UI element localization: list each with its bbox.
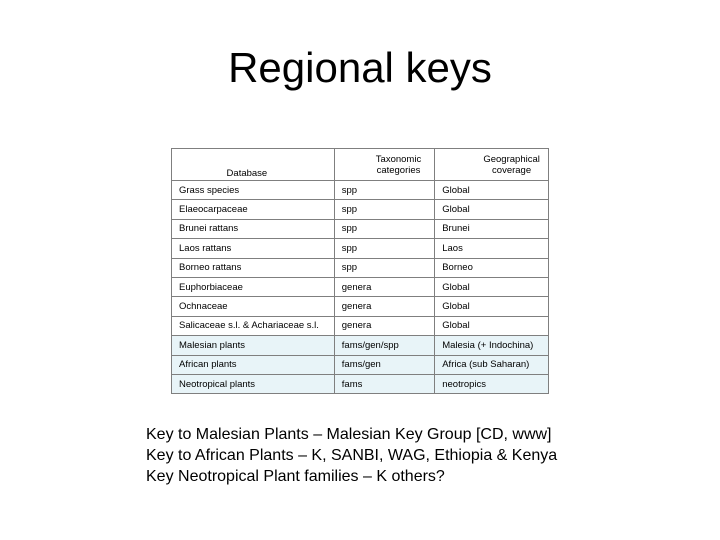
cell-geographical-coverage: Global bbox=[435, 200, 549, 219]
key-notes bbox=[146, 424, 557, 487]
cell-geographical-coverage: Global bbox=[435, 316, 549, 335]
note-malesian-plants: Key to Malesian Plants – Malesian Key Group [CD, www] bbox=[146, 426, 552, 443]
cell-taxonomic-categories: fams/gen bbox=[334, 355, 434, 374]
cell-database: Laos rattans bbox=[172, 239, 335, 258]
cell-database: Borneo rattans bbox=[172, 258, 335, 277]
cell-geographical-coverage: Malesia (+ Indochina) bbox=[435, 336, 549, 355]
header-geographical-coverage bbox=[435, 149, 549, 181]
cell-taxonomic-categories: spp bbox=[334, 258, 434, 277]
cell-taxonomic-categories: spp bbox=[334, 219, 434, 238]
cell-geographical-coverage: Global bbox=[435, 297, 549, 316]
cell-database: Ochnaceae bbox=[172, 297, 335, 316]
cell-database: Elaeocarpaceae bbox=[172, 200, 335, 219]
cell-database: Brunei rattans bbox=[172, 219, 335, 238]
cell-geographical-coverage: Borneo bbox=[435, 258, 549, 277]
note-african-plants: Key to African Plants – K, SANBI, WAG, Ethiopia & Kenya bbox=[146, 447, 558, 464]
regional-keys-table bbox=[171, 148, 549, 394]
cell-taxonomic-categories: genera bbox=[334, 316, 434, 335]
cell-geographical-coverage: Laos bbox=[435, 239, 549, 258]
header-database-label: Database bbox=[226, 168, 268, 179]
note-neotropical-plants: Key Neotropical Plant families – K others? bbox=[146, 468, 445, 485]
table-row bbox=[172, 258, 549, 277]
table-row bbox=[172, 316, 549, 335]
cell-taxonomic-categories: spp bbox=[334, 181, 434, 200]
cell-taxonomic-categories: spp bbox=[334, 239, 434, 258]
header-taxonomic-line-1: Taxonomic bbox=[375, 153, 422, 165]
table-row bbox=[172, 297, 549, 316]
cell-database: African plants bbox=[172, 355, 335, 374]
cell-database: Euphorbiaceae bbox=[172, 277, 335, 296]
header-database bbox=[172, 149, 335, 181]
cell-geographical-coverage: neotropics bbox=[435, 374, 549, 393]
header-taxonomic-categories bbox=[334, 149, 434, 181]
table-row bbox=[172, 277, 549, 296]
cell-geographical-coverage: Brunei bbox=[435, 219, 549, 238]
table-row bbox=[172, 355, 549, 374]
header-taxonomic-line-2: categories bbox=[376, 164, 421, 176]
cell-geographical-coverage: Africa (sub Saharan) bbox=[435, 355, 549, 374]
cell-taxonomic-categories: fams bbox=[334, 374, 434, 393]
table-row bbox=[172, 336, 549, 355]
cell-database: Malesian plants bbox=[172, 336, 335, 355]
cell-database: Grass species bbox=[172, 181, 335, 200]
header-geographical-line-2: coverage bbox=[492, 164, 532, 176]
slide-title: Regional keys bbox=[228, 44, 492, 91]
cell-geographical-coverage: Global bbox=[435, 181, 549, 200]
table-body bbox=[172, 181, 549, 394]
cell-database: Salicaceae s.l. & Achariaceae s.l. bbox=[172, 316, 335, 335]
header-geographical-line-1: Geographical bbox=[483, 153, 540, 165]
table-row bbox=[172, 219, 549, 238]
cell-taxonomic-categories: genera bbox=[334, 277, 434, 296]
cell-taxonomic-categories: genera bbox=[334, 297, 434, 316]
table-row bbox=[172, 200, 549, 219]
table-row bbox=[172, 181, 549, 200]
table-row bbox=[172, 374, 549, 393]
table-row bbox=[172, 239, 549, 258]
cell-geographical-coverage: Global bbox=[435, 277, 549, 296]
cell-taxonomic-categories: fams/gen/spp bbox=[334, 336, 434, 355]
cell-taxonomic-categories: spp bbox=[334, 200, 434, 219]
cell-database: Neotropical plants bbox=[172, 374, 335, 393]
table-header-row bbox=[172, 149, 549, 181]
